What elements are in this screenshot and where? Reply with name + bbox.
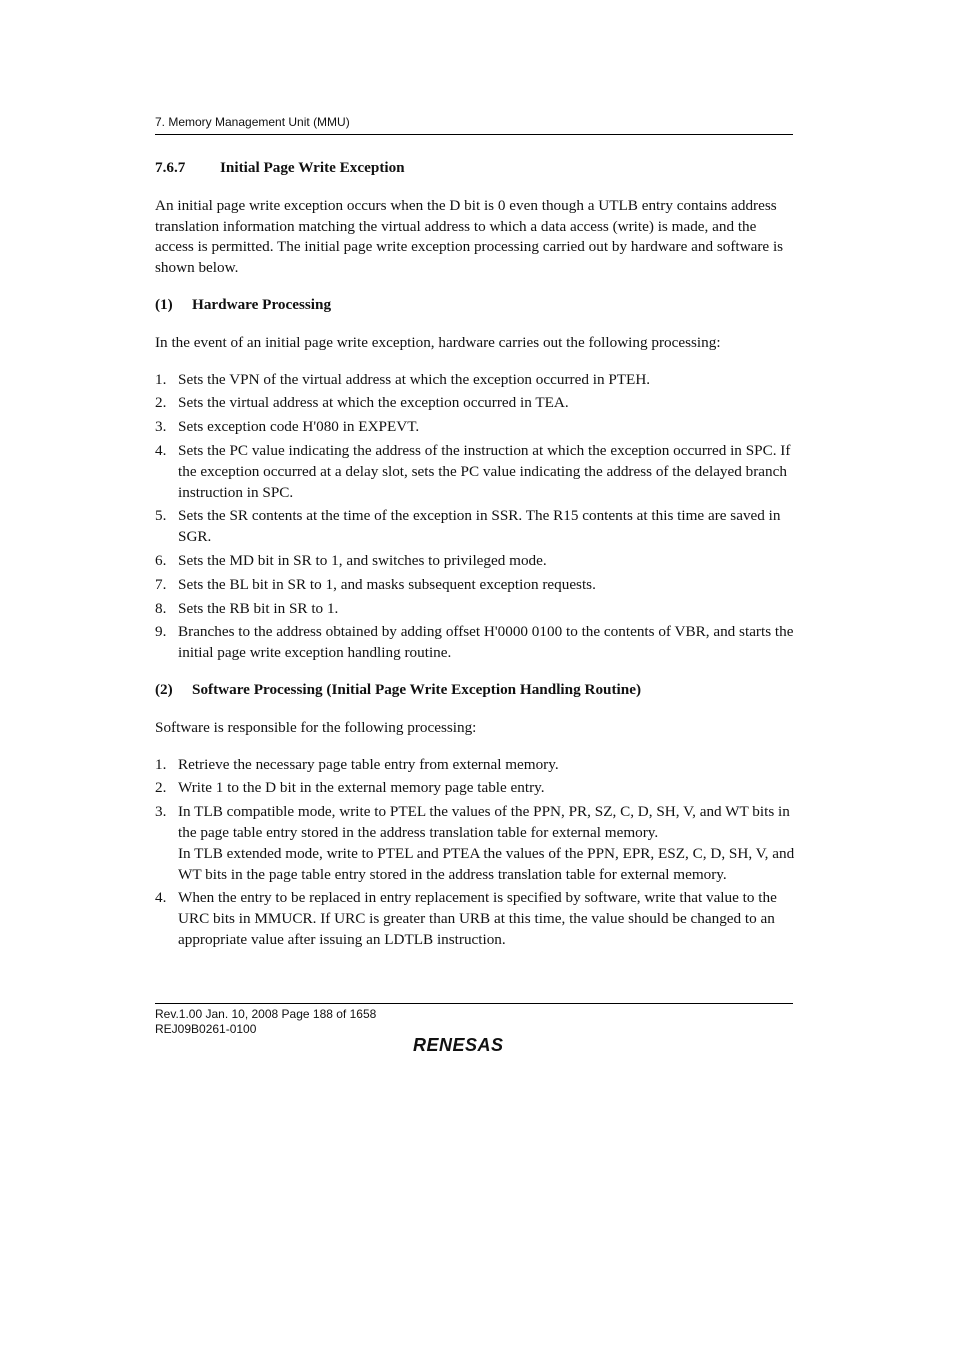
list-item (155, 441, 795, 503)
section-title: Initial Page Write Exception (220, 159, 405, 176)
hardware-heading-number: (1) (155, 295, 173, 313)
list-item (155, 506, 795, 548)
renesas-logo-icon (413, 1034, 533, 1054)
renesas-logo (413, 1034, 533, 1054)
software-heading (155, 680, 795, 701)
list-item (155, 599, 795, 620)
revision-line: Rev.1.00 Jan. 10, 2008 Page 188 of 1658 (155, 1007, 377, 1021)
intro-paragraph: An initial page write exception occurs when the D bit is 0 even though a UTLB entry contains address translation information matching the virtual address to which a data access (write) is made, and the access is permitted. The initial page write exception processing carried out by hardware and software is shown below. (155, 196, 784, 277)
list-item-number: 3. (155, 803, 167, 821)
list-item (155, 551, 795, 572)
software-heading-number: (2) (155, 680, 173, 698)
list-item-text: Sets the BL bit in SR to 1, and masks subsequent exception requests. (178, 575, 596, 593)
list-item (155, 755, 795, 776)
list-item-number: 1. (155, 755, 167, 773)
list-item-text: Sets the PC value indicating the address of the instruction at which the exception occurred in SPC. If the exception occurred at a delay slot, sets the PC value indicating the address of the delayed branch instruction in SPC. (178, 441, 791, 501)
list-item (155, 370, 795, 391)
list-item-text: Write 1 to the D bit in the external memory page table entry. (178, 779, 545, 797)
running-header: 7. Memory Management Unit (MMU) (155, 115, 793, 135)
list-item (155, 888, 795, 950)
list-item (155, 778, 795, 799)
list-item (155, 393, 795, 414)
list-item (155, 622, 795, 664)
list-item-number: 5. (155, 507, 167, 525)
page-content (155, 158, 795, 967)
software-lead-paragraph: Software is responsible for the following processing: (155, 718, 477, 736)
list-item-text: Sets the RB bit in SR to 1. (178, 599, 339, 617)
list-item-text: In TLB compatible mode, write to PTEL the values of the PPN, PR, SZ, C, D, SH, V, and WT bits in the page table entry stored in the address translation table for external memory. (178, 803, 790, 841)
hardware-heading (155, 295, 795, 316)
list-item-number: 1. (155, 370, 167, 388)
list-item (155, 802, 795, 885)
list-item-text: Sets the virtual address at which the exception occurred in TEA. (178, 394, 569, 412)
list-item-text: Sets the VPN of the virtual address at which the exception occurred in PTEH. (178, 370, 651, 388)
section-heading (155, 158, 795, 179)
document-number: REJ09B0261-0100 (155, 1022, 257, 1036)
hardware-lead-paragraph: In the event of an initial page write exception, hardware carries out the following processing: (155, 333, 721, 351)
hardware-steps-list (155, 370, 795, 664)
hardware-heading-title: Hardware Processing (192, 295, 332, 313)
list-item-number: 7. (155, 575, 167, 593)
list-item-number: 3. (155, 418, 167, 436)
list-item-text: Retrieve the necessary page table entry from external memory. (178, 755, 559, 773)
list-item-number: 2. (155, 779, 167, 797)
running-footer (155, 1003, 793, 1037)
list-item-body (178, 802, 795, 885)
list-item-number: 8. (155, 599, 167, 617)
list-item-text: Sets exception code H'080 in EXPEVT. (178, 418, 420, 436)
software-heading-title: Software Processing (Initial Page Write Exception Handling Routine) (192, 680, 642, 698)
list-item-number: 9. (155, 623, 167, 641)
logo-wordmark: RENESAS (413, 1035, 504, 1054)
list-item-number: 2. (155, 394, 167, 412)
list-item-number: 6. (155, 551, 167, 569)
list-item-number: 4. (155, 889, 167, 907)
list-item-number: 4. (155, 441, 167, 459)
list-item-text: Sets the SR contents at the time of the exception in SSR. The R15 contents at this time are saved in SGR. (178, 507, 781, 546)
list-item-text-continued: In TLB extended mode, write to PTEL and PTEA the values of the PPN, EPR, ESZ, C, D, SH, V, and WT bits in the page table entry stored in the address translation table for external memory. (178, 844, 795, 883)
software-steps-list (155, 755, 795, 951)
list-item (155, 417, 795, 438)
list-item (155, 575, 795, 596)
list-item-text: Sets the MD bit in SR to 1, and switches to privileged mode. (178, 551, 547, 569)
list-item-text: Branches to the address obtained by adding offset H'0000 0100 to the contents of VBR, and starts the initial page write exception handling routine. (178, 623, 794, 662)
section-number: 7.6.7 (155, 159, 186, 176)
list-item-text: When the entry to be replaced in entry replacement is specified by software, write that value to the URC bits in MMUCR. If URC is greater than URB at this time, the value should be changed to an appropriate value after issuing an LDTLB instruction. (178, 889, 777, 948)
